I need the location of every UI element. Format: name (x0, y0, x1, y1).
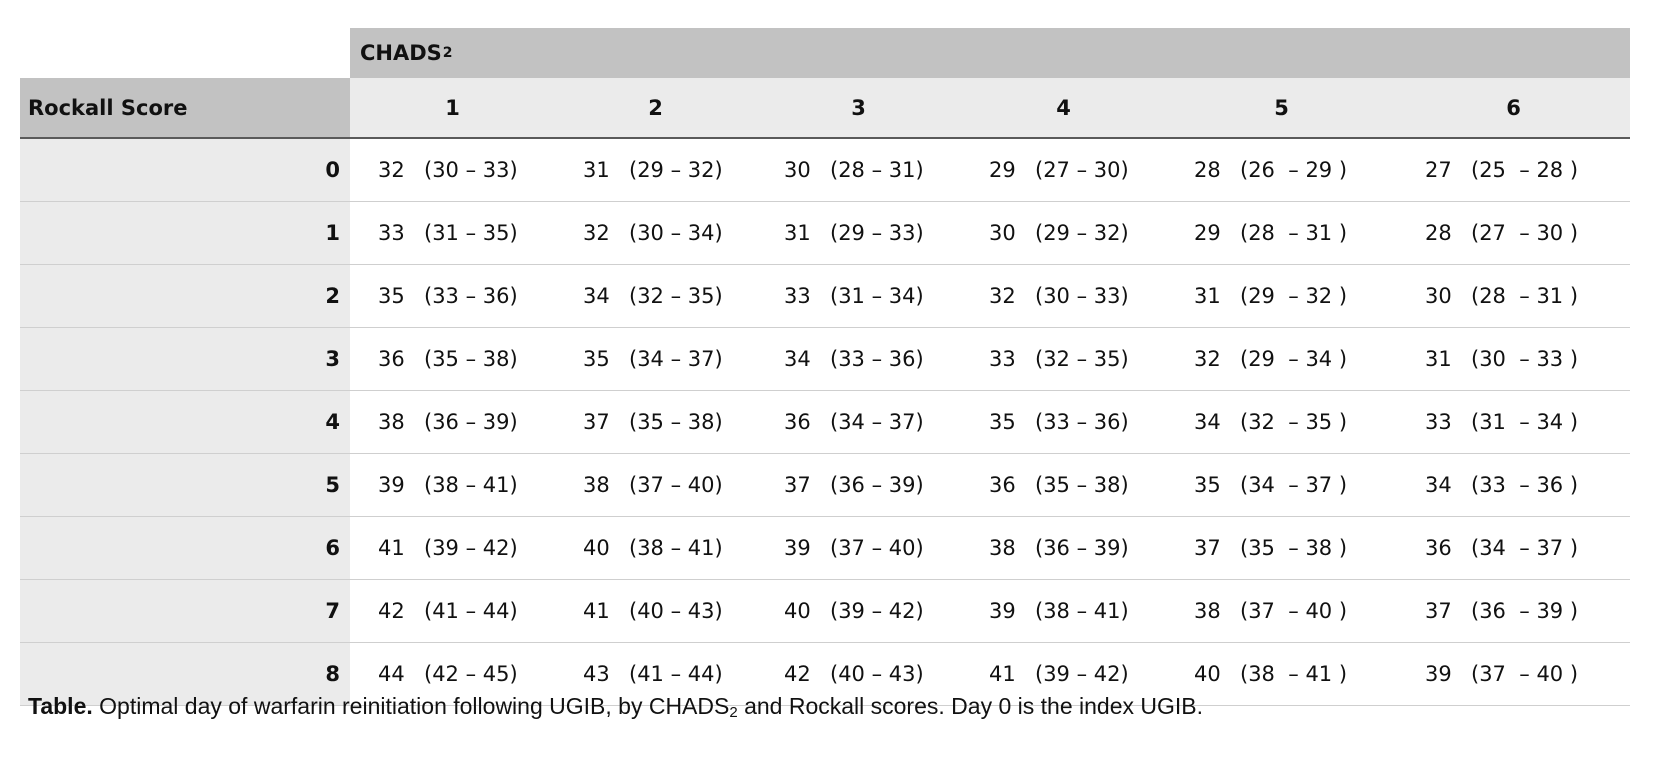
optimal-day-range: (36 – 39) (830, 473, 924, 497)
optimal-day-range: (29 – 32 ) (1240, 284, 1348, 308)
optimal-day-range: (29 – 34 ) (1240, 347, 1348, 371)
table-row (20, 391, 1630, 454)
table-cell (961, 328, 1166, 390)
table-cell (1397, 328, 1630, 390)
optimal-day-range: (31 – 34) (830, 284, 924, 308)
optimal-day-value: 34 (583, 284, 610, 308)
optimal-day-range: (32 – 35) (629, 284, 723, 308)
optimal-day-value: 32 (583, 221, 610, 245)
table-caption (28, 693, 1203, 721)
table-cell (756, 328, 961, 390)
column-header-4: 4 (961, 78, 1166, 137)
optimal-day-value: 35 (989, 410, 1016, 434)
optimal-day-value: 43 (583, 662, 610, 686)
optimal-day-range: (31 – 35) (424, 221, 518, 245)
optimal-day-value: 36 (1425, 536, 1452, 560)
table-cell (1397, 643, 1630, 705)
optimal-day-range: (31 – 34 ) (1471, 410, 1579, 434)
table-cell (756, 391, 961, 453)
optimal-day-range: (29 – 32) (1035, 221, 1129, 245)
optimal-day-range: (35 – 38) (1035, 473, 1129, 497)
optimal-day-value: 33 (784, 284, 811, 308)
optimal-day-value: 40 (583, 536, 610, 560)
optimal-day-range: (37 – 40) (830, 536, 924, 560)
optimal-day-value: 38 (1194, 599, 1221, 623)
optimal-day-value: 35 (583, 347, 610, 371)
optimal-day-range: (42 – 45) (424, 662, 518, 686)
table-cell (555, 328, 756, 390)
table-cell (1397, 391, 1630, 453)
optimal-day-range: (35 – 38) (424, 347, 518, 371)
optimal-day-range: (38 – 41 ) (1240, 662, 1348, 686)
optimal-day-value: 39 (989, 599, 1016, 623)
rockall-score-cell: 8 (20, 643, 350, 705)
optimal-day-value: 32 (378, 158, 405, 182)
rockall-score-cell: 5 (20, 454, 350, 516)
table-cell (1166, 265, 1397, 327)
optimal-day-value: 35 (1194, 473, 1221, 497)
optimal-day-range: (29 – 32) (629, 158, 723, 182)
optimal-day-value: 39 (1425, 662, 1452, 686)
optimal-day-value: 28 (1425, 221, 1452, 245)
optimal-day-value: 35 (378, 284, 405, 308)
optimal-day-range: (36 – 39 ) (1471, 599, 1579, 623)
table-row (20, 202, 1630, 265)
optimal-day-range: (28 – 31 ) (1240, 221, 1348, 245)
table-cell (1166, 454, 1397, 516)
optimal-day-value: 34 (784, 347, 811, 371)
optimal-day-value: 38 (378, 410, 405, 434)
optimal-day-value: 39 (378, 473, 405, 497)
table-cell (1397, 454, 1630, 516)
table-cell (1397, 139, 1630, 201)
table-row (20, 139, 1630, 202)
table-body (20, 139, 1630, 706)
optimal-day-value: 32 (1194, 347, 1221, 371)
caption-subscript: 2 (729, 704, 738, 721)
optimal-day-range: (36 – 39) (424, 410, 518, 434)
optimal-day-value: 33 (989, 347, 1016, 371)
table-cell (1166, 580, 1397, 642)
table-row (20, 265, 1630, 328)
optimal-day-value: 37 (784, 473, 811, 497)
group-header-row (20, 28, 1630, 78)
rockall-score-cell: 7 (20, 580, 350, 642)
optimal-day-range: (39 – 42) (424, 536, 518, 560)
optimal-day-value: 29 (989, 158, 1016, 182)
caption-label: Table. (28, 693, 93, 719)
chads-label: CHADS (360, 41, 442, 65)
table-cell (1397, 580, 1630, 642)
table-cell (1166, 391, 1397, 453)
rockall-score-cell: 0 (20, 139, 350, 201)
table-cell (350, 328, 555, 390)
optimal-day-range: (29 – 33) (830, 221, 924, 245)
optimal-day-value: 33 (1425, 410, 1452, 434)
optimal-day-value: 40 (1194, 662, 1221, 686)
table-cell (350, 265, 555, 327)
table-cell (961, 265, 1166, 327)
optimal-day-value: 33 (378, 221, 405, 245)
optimal-day-range: (30 – 33) (424, 158, 518, 182)
optimal-day-range: (34 – 37 ) (1240, 473, 1348, 497)
table-cell (555, 391, 756, 453)
optimal-day-value: 27 (1425, 158, 1452, 182)
optimal-day-range: (39 – 42) (1035, 662, 1129, 686)
optimal-day-value: 41 (378, 536, 405, 560)
optimal-day-range: (27 – 30 ) (1471, 221, 1579, 245)
optimal-day-range: (27 – 30) (1035, 158, 1129, 182)
optimal-day-value: 36 (378, 347, 405, 371)
optimal-day-range: (33 – 36) (830, 347, 924, 371)
optimal-day-range: (35 – 38) (629, 410, 723, 434)
optimal-day-range: (41 – 44) (629, 662, 723, 686)
column-header-2: 2 (555, 78, 756, 137)
table-cell (1166, 139, 1397, 201)
optimal-day-range: (37 – 40) (629, 473, 723, 497)
table-row (20, 454, 1630, 517)
optimal-day-value: 42 (784, 662, 811, 686)
column-header-5: 5 (1166, 78, 1397, 137)
column-header-3: 3 (756, 78, 961, 137)
optimal-day-range: (36 – 39) (1035, 536, 1129, 560)
table-cell (756, 265, 961, 327)
chads-subscript: 2 (442, 45, 453, 61)
table-cell (555, 139, 756, 201)
optimal-day-range: (40 – 43) (629, 599, 723, 623)
table-cell (1397, 265, 1630, 327)
optimal-day-value: 39 (784, 536, 811, 560)
table-cell (756, 517, 961, 579)
table-cell (350, 139, 555, 201)
optimal-day-range: (33 – 36) (1035, 410, 1129, 434)
table-row (20, 580, 1630, 643)
optimal-day-value: 29 (1194, 221, 1221, 245)
caption-text-end: and Rockall scores. Day 0 is the index UGIB. (737, 693, 1203, 719)
optimal-day-range: (37 – 40 ) (1471, 662, 1579, 686)
optimal-day-range: (26 – 29 ) (1240, 158, 1348, 182)
optimal-day-range: (38 – 41) (629, 536, 723, 560)
table-cell (1166, 328, 1397, 390)
table-cell (961, 391, 1166, 453)
optimal-day-value: 40 (784, 599, 811, 623)
optimal-day-value: 41 (583, 599, 610, 623)
optimal-day-range: (33 – 36) (424, 284, 518, 308)
table-cell (961, 580, 1166, 642)
rockall-score-cell: 6 (20, 517, 350, 579)
rockall-score-cell: 2 (20, 265, 350, 327)
table-cell (756, 454, 961, 516)
optimal-day-value: 31 (784, 221, 811, 245)
column-header-row (20, 78, 1630, 139)
optimal-day-range: (39 – 42) (830, 599, 924, 623)
table-cell (555, 202, 756, 264)
optimal-day-value: 34 (1425, 473, 1452, 497)
table-cell (1397, 517, 1630, 579)
optimal-day-value: 37 (1194, 536, 1221, 560)
optimal-day-value: 37 (583, 410, 610, 434)
optimal-day-range: (38 – 41) (1035, 599, 1129, 623)
table-row (20, 517, 1630, 580)
optimal-day-range: (34 – 37) (830, 410, 924, 434)
optimal-day-value: 31 (583, 158, 610, 182)
optimal-day-value: 28 (1194, 158, 1221, 182)
optimal-day-range: (32 – 35) (1035, 347, 1129, 371)
table-cell (961, 517, 1166, 579)
table-cell (555, 454, 756, 516)
optimal-day-value: 30 (1425, 284, 1452, 308)
rockall-score-cell: 4 (20, 391, 350, 453)
table-cell (350, 202, 555, 264)
optimal-day-value: 38 (989, 536, 1016, 560)
table-cell (756, 580, 961, 642)
rockall-score-header: Rockall Score (20, 78, 350, 137)
table-cell (1166, 202, 1397, 264)
optimal-day-value: 36 (784, 410, 811, 434)
table-cell (555, 517, 756, 579)
table-cell (756, 139, 961, 201)
table-cell (1166, 517, 1397, 579)
column-header-6: 6 (1397, 78, 1630, 137)
optimal-day-value: 37 (1425, 599, 1452, 623)
optimal-day-value: 44 (378, 662, 405, 686)
table-cell (350, 391, 555, 453)
optimal-day-value: 34 (1194, 410, 1221, 434)
optimal-day-range: (38 – 41) (424, 473, 518, 497)
table-cell (350, 517, 555, 579)
rockall-score-cell: 3 (20, 328, 350, 390)
optimal-day-range: (37 – 40 ) (1240, 599, 1348, 623)
optimal-day-range: (35 – 38 ) (1240, 536, 1348, 560)
optimal-day-range: (30 – 34) (629, 221, 723, 245)
table-cell (756, 202, 961, 264)
table-cell (555, 265, 756, 327)
optimal-day-range: (33 – 36 ) (1471, 473, 1579, 497)
table-cell (961, 202, 1166, 264)
warfarin-table (20, 28, 1630, 706)
optimal-day-range: (25 – 28 ) (1471, 158, 1579, 182)
optimal-day-value: 42 (378, 599, 405, 623)
optimal-day-value: 36 (989, 473, 1016, 497)
table-cell (350, 580, 555, 642)
rockall-score-cell: 1 (20, 202, 350, 264)
table-cell (555, 580, 756, 642)
optimal-day-range: (41 – 44) (424, 599, 518, 623)
optimal-day-range: (30 – 33) (1035, 284, 1129, 308)
optimal-day-value: 41 (989, 662, 1016, 686)
header-blank-cell (20, 28, 350, 78)
table-cell (1397, 202, 1630, 264)
optimal-day-range: (34 – 37 ) (1471, 536, 1579, 560)
optimal-day-range: (32 – 35 ) (1240, 410, 1348, 434)
table-cell (350, 454, 555, 516)
optimal-day-value: 31 (1425, 347, 1452, 371)
caption-text: Optimal day of warfarin reinitiation following UGIB, by CHADS (99, 693, 730, 719)
optimal-day-range: (28 – 31 ) (1471, 284, 1579, 308)
table-cell (961, 139, 1166, 201)
optimal-day-range: (28 – 31) (830, 158, 924, 182)
chads2-group-header (350, 28, 1630, 78)
optimal-day-value: 30 (784, 158, 811, 182)
table-cell (961, 454, 1166, 516)
optimal-day-range: (30 – 33 ) (1471, 347, 1579, 371)
optimal-day-value: 30 (989, 221, 1016, 245)
optimal-day-value: 31 (1194, 284, 1221, 308)
optimal-day-range: (34 – 37) (629, 347, 723, 371)
optimal-day-range: (40 – 43) (830, 662, 924, 686)
table-row (20, 328, 1630, 391)
column-header-1: 1 (350, 78, 555, 137)
optimal-day-value: 38 (583, 473, 610, 497)
optimal-day-value: 32 (989, 284, 1016, 308)
